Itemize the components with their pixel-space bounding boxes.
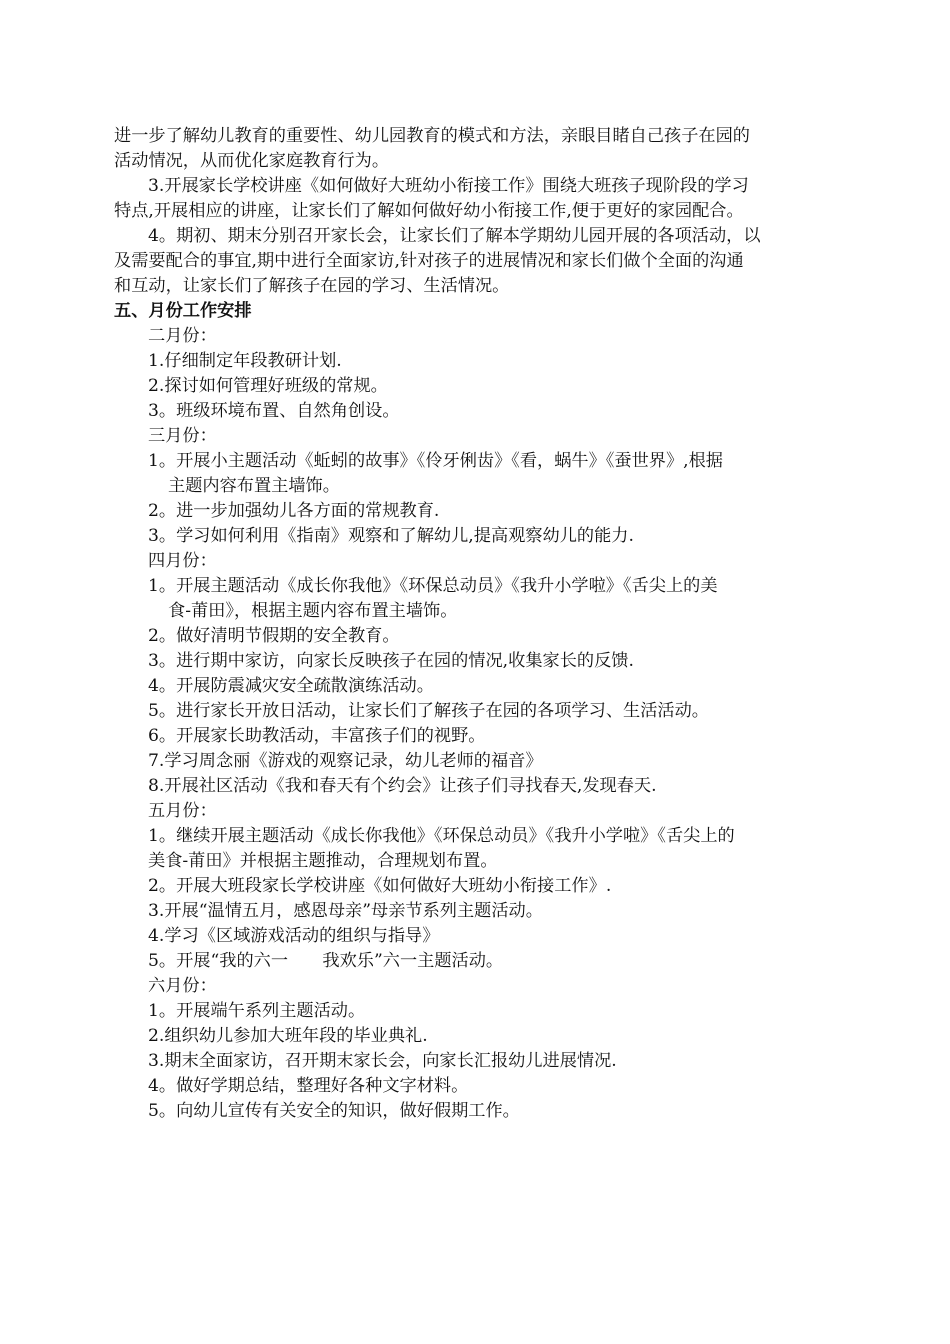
para4-line-1: 4。期初、期末分别召开家长会，让家长们了解本学期幼儿园开展的各项活动，以	[148, 226, 761, 246]
may-item-1-line-2: 美食-莆田》并根据主题推动，合理规划布置。	[148, 851, 498, 871]
jun-item-3: 3.期末全面家访，召开期末家长会，向家长汇报幼儿进展情况.	[148, 1051, 617, 1071]
intro-line-2: 活动情况，从而优化家庭教育行为。	[114, 151, 390, 171]
mar-item-1-line-2: 主题内容布置主墙饰。	[168, 476, 340, 496]
may-item-3: 3.开展“温情五月，感恩母亲”母亲节系列主题活动。	[148, 901, 543, 921]
apr-item-1-line-1: 1。开展主题活动《成长你我他》《环保总动员》《我升小学啦》《舌尖上的美	[148, 576, 718, 596]
jun-item-5: 5。向幼儿宣传有关安全的知识，做好假期工作。	[148, 1101, 520, 1121]
para3-line-1: 3.开展家长学校讲座《如何做好大班幼小衔接工作》围绕大班孩子现阶段的学习	[148, 176, 749, 196]
apr-item-1-line-2: 食-莆田》，根据主题内容布置主墙饰。	[168, 601, 458, 621]
apr-item-4: 4。开展防震减灾安全疏散演练活动。	[148, 676, 434, 696]
jun-item-4: 4。做好学期总结，整理好各种文字材料。	[148, 1076, 469, 1096]
month-label-may: 五月份：	[148, 801, 217, 821]
para3-line-2: 特点,开展相应的讲座，让家长们了解如何做好幼小衔接工作,便于更好的家园配合。	[114, 201, 744, 221]
para4-line-2: 及需要配合的事宜,期中进行全面家访,针对孩子的进展情况和家长们做个全面的沟通	[114, 251, 744, 271]
mar-item-1-line-1: 1。开展小主题活动《蚯蚓的故事》《伶牙俐齿》《看，蜗牛》《蚕世界》,根据	[148, 451, 723, 471]
month-label-apr: 四月份：	[148, 551, 217, 571]
para4-line-3: 和互动，让家长们了解孩子在园的学习、生活情况。	[114, 276, 510, 296]
may-item-4: 4.学习《区域游戏活动的组织与指导》	[148, 926, 440, 946]
apr-item-3: 3。进行期中家访，向家长反映孩子在园的情况,收集家长的反馈.	[148, 651, 634, 671]
feb-item-2: 2.探讨如何管理好班级的常规。	[148, 376, 388, 396]
feb-item-3: 3。班级环境布置、自然角创设。	[148, 401, 400, 421]
section-heading: 五、月份工作安排	[114, 301, 252, 321]
feb-item-1: 1.仔细制定年段教研计划.	[148, 351, 342, 371]
month-label-feb: 二月份：	[148, 326, 217, 346]
mar-item-3: 3。学习如何利用《指南》观察和了解幼儿,提高观察幼儿的能力.	[148, 526, 634, 546]
jun-item-1: 1。开展端午系列主题活动。	[148, 1001, 366, 1021]
apr-item-6: 6。开展家长助教活动，丰富孩子们的视野。	[148, 726, 486, 746]
jun-item-2: 2.组织幼儿参加大班年段的毕业典礼.	[148, 1026, 428, 1046]
mar-item-2: 2。进一步加强幼儿各方面的常规教育.	[148, 501, 440, 521]
month-label-jun: 六月份：	[148, 976, 217, 996]
may-item-1-line-1: 1。继续开展主题活动《成长你我他》《环保总动员》《我升小学啦》《舌尖上的	[148, 826, 735, 846]
may-item-5: 5。开展“我的六一 我欢乐”六一主题活动。	[148, 951, 504, 971]
document-page	[114, 124, 839, 1124]
apr-item-2: 2。做好清明节假期的安全教育。	[148, 626, 400, 646]
apr-item-5: 5。进行家长开放日活动，让家长们了解孩子在园的各项学习、生活活动。	[148, 701, 709, 721]
apr-item-8: 8.开展社区活动《我和春天有个约会》让孩子们寻找春天,发现春天.	[148, 776, 657, 796]
month-label-mar: 三月份：	[148, 426, 217, 446]
may-item-2: 2。开展大班段家长学校讲座《如何做好大班幼小衔接工作》.	[148, 876, 612, 896]
intro-line-1: 进一步了解幼儿教育的重要性、幼儿园教育的模式和方法，亲眼目睹自己孩子在园的	[114, 126, 750, 146]
apr-item-7: 7.学习周念丽《游戏的观察记录，幼儿老师的福音》	[148, 751, 543, 771]
